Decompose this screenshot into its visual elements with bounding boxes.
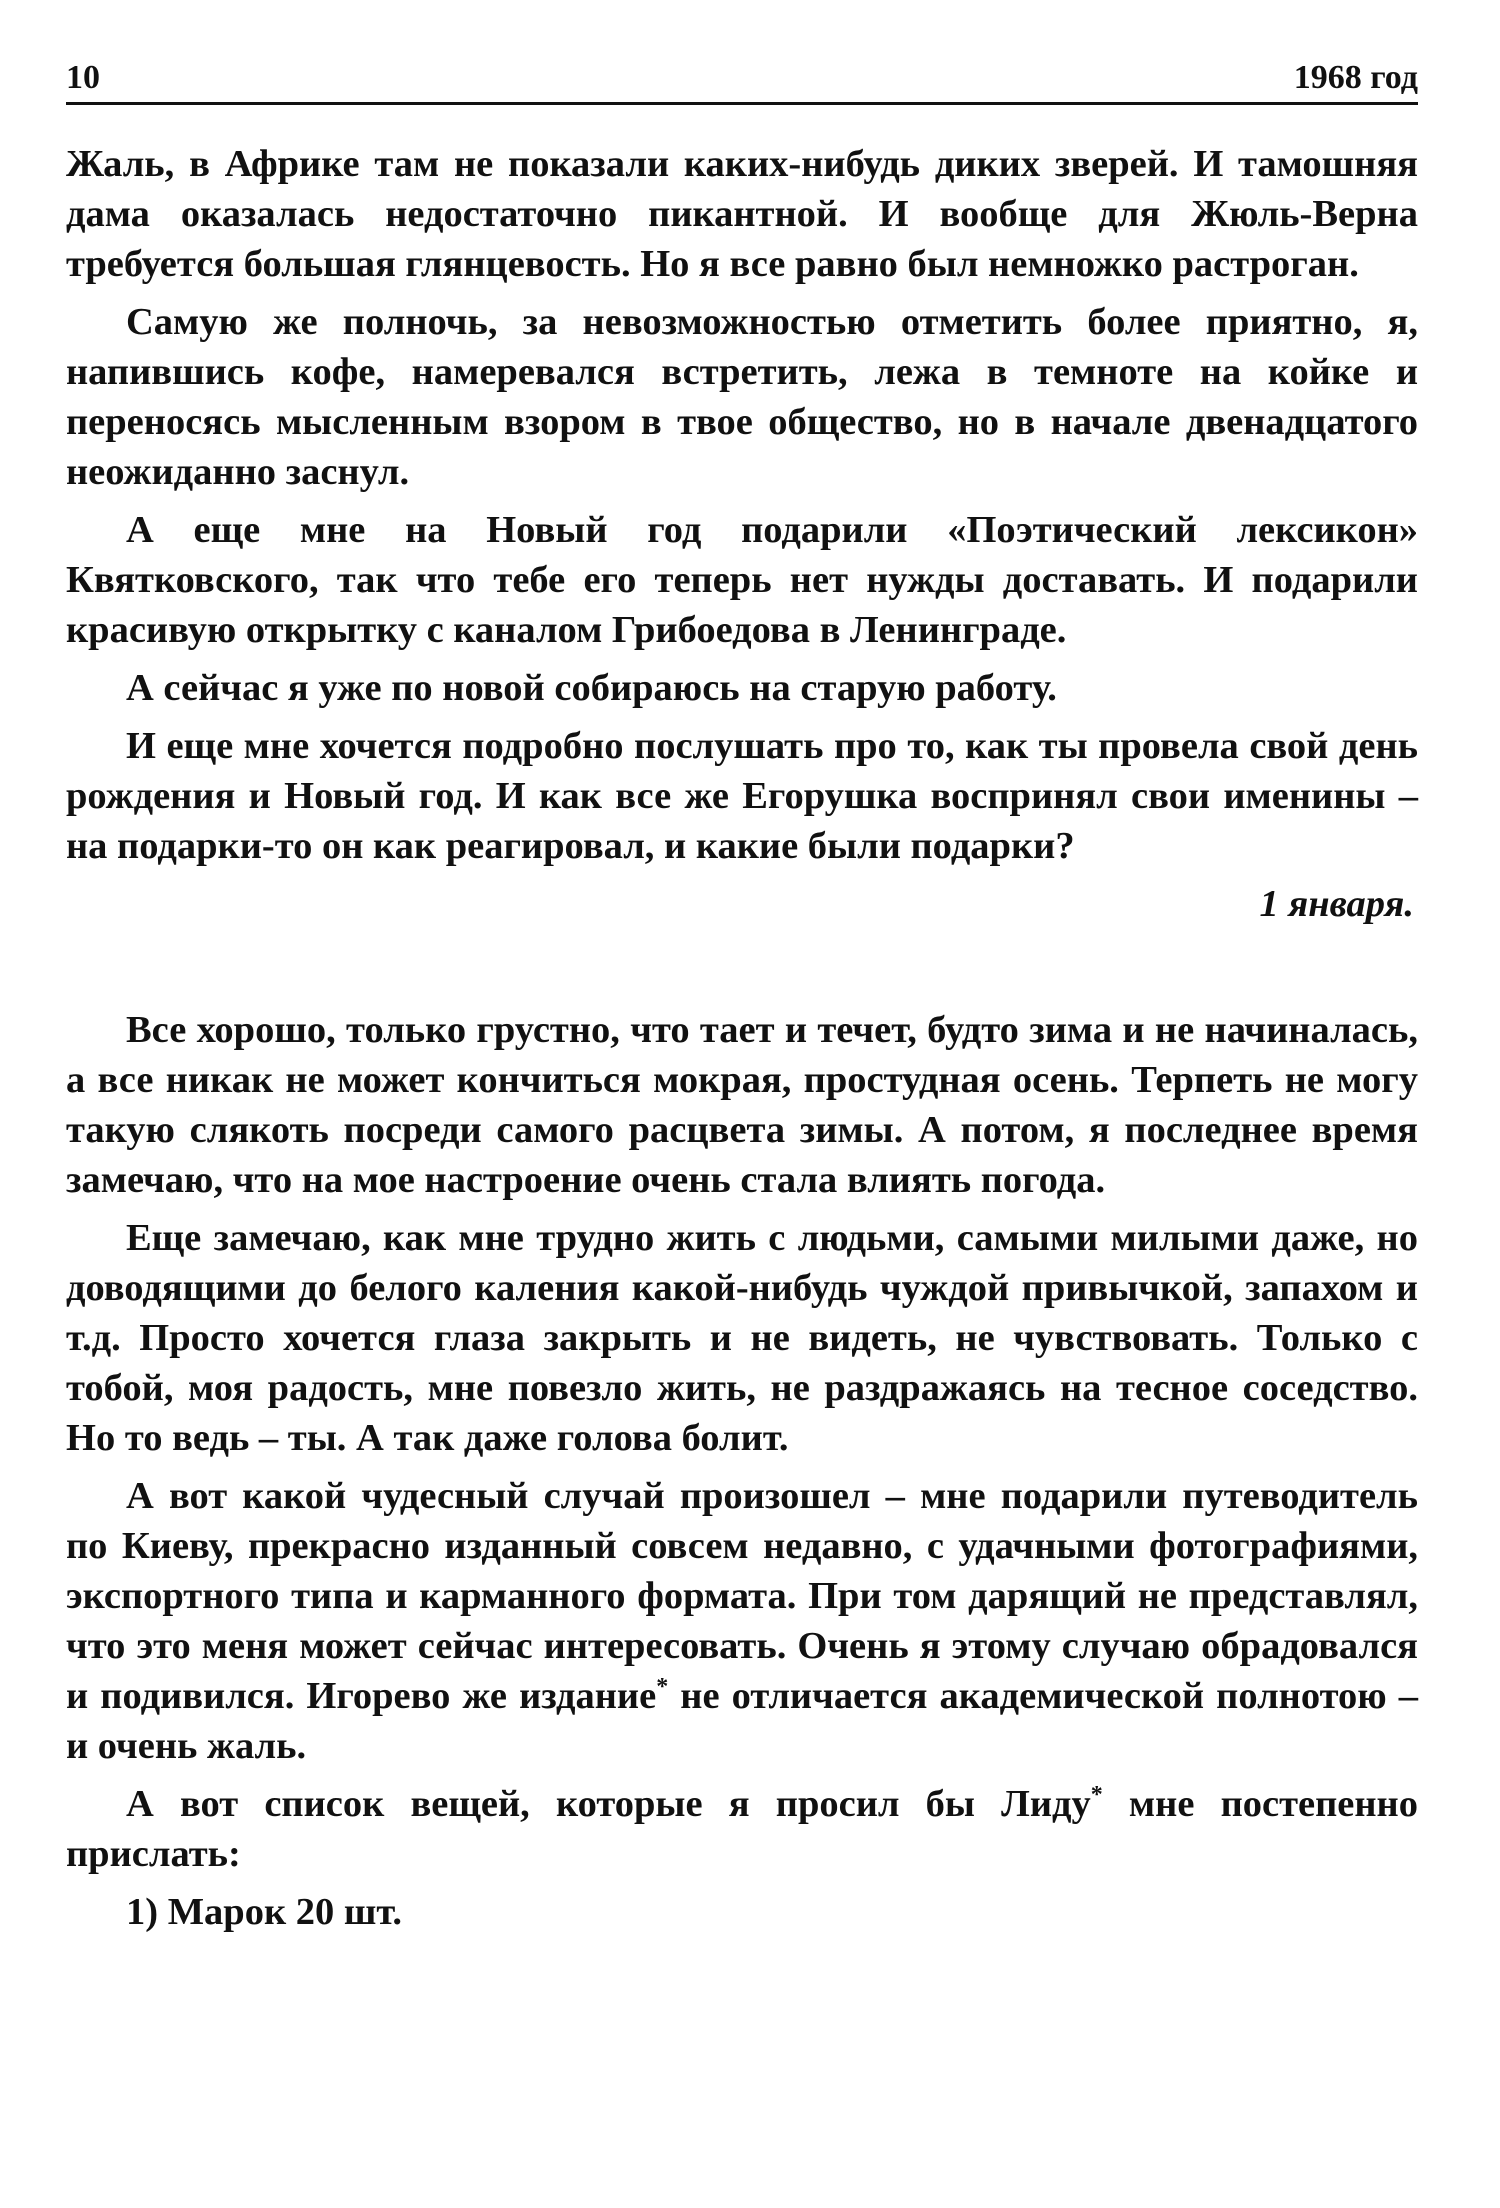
paragraph-text: А вот какой чудесный случай произошел – мне подарили путеводитель по Киеву, прекрасно изданный совсем недавно, с удачными фотографиями, экспортного типа и карманного формата. При том дарящий не представлял, что это меня может сейчас интересовать. Очень я этому случаю обрадовался и подивился. Игорево же издание: [66, 1475, 1418, 1717]
paragraph: А сейчас я уже по новой собираюсь на старую работу.: [126, 667, 1057, 709]
footnote-mark: *: [656, 1674, 669, 1700]
section-gap: [66, 929, 1418, 1005]
running-title: 1968 год: [1293, 59, 1418, 96]
paragraph-text: не отличается академической полнотою – и очень жаль.: [66, 1675, 1418, 1767]
page-number: 10: [66, 59, 100, 96]
book-page: [66, 58, 1418, 1945]
paragraph-text: мне постепенно прислать:: [66, 1783, 1418, 1875]
paragraph: Все хорошо, только грустно, что тает и течет, будто зима и не начиналась, а все никак не может кончиться мокрая, простудная осень. Терпеть не могу такую слякоть посреди самого расцвета зимы. А потом, я последнее время замечаю, что на мое настроение очень стала влиять погода.: [66, 1009, 1418, 1201]
paragraph-text: А вот список вещей, которые я просил бы Лиду: [126, 1783, 1091, 1825]
paragraph: [66, 1471, 1418, 1771]
body-text: [66, 139, 1418, 1937]
footnote-mark: *: [1090, 1782, 1103, 1808]
running-head: [66, 58, 1418, 105]
paragraph: Жаль, в Африке там не показали каких-нибудь диких зверей. И тамошняя дама оказалась недостаточно пикантной. И вообще для Жюль-Верна требуется большая глянцевость. Но я все равно был немножко растроган.: [66, 143, 1418, 285]
letter-date: 1 января.: [1259, 883, 1414, 925]
paragraph: [66, 1779, 1418, 1879]
paragraph: И еще мне хочется подробно послушать про то, как ты провела свой день рождения и Новый год. И как все же Егорушка воспринял свои именины – на подарки-то он как реагировал, и какие были подарки?: [66, 725, 1418, 867]
list-item: 1) Марок 20 шт.: [126, 1891, 403, 1933]
paragraph: Самую же полночь, за невозможностью отметить более приятно, я, напившись кофе, намеревался встретить, лежа в темноте на койке и переносясь мысленным взором в твое общество, но в начале двенадцатого неожиданно заснул.: [66, 301, 1418, 493]
paragraph: А еще мне на Новый год подарили «Поэтический лексикон» Квятковского, так что тебе его теперь нет нужды доставать. И подарили красивую открытку с каналом Грибоедова в Ленинграде.: [66, 509, 1418, 651]
paragraph: Еще замечаю, как мне трудно жить с людьми, самыми милыми даже, но доводящими до белого каления какой-нибудь чуждой привычкой, запахом и т.д. Просто хочется глаза закрыть и не видеть, не чувствовать. Только с тобой, моя радость, мне повезло жить, не раздражаясь на тесное соседство. Но то ведь – ты. А так даже голова болит.: [66, 1217, 1418, 1459]
